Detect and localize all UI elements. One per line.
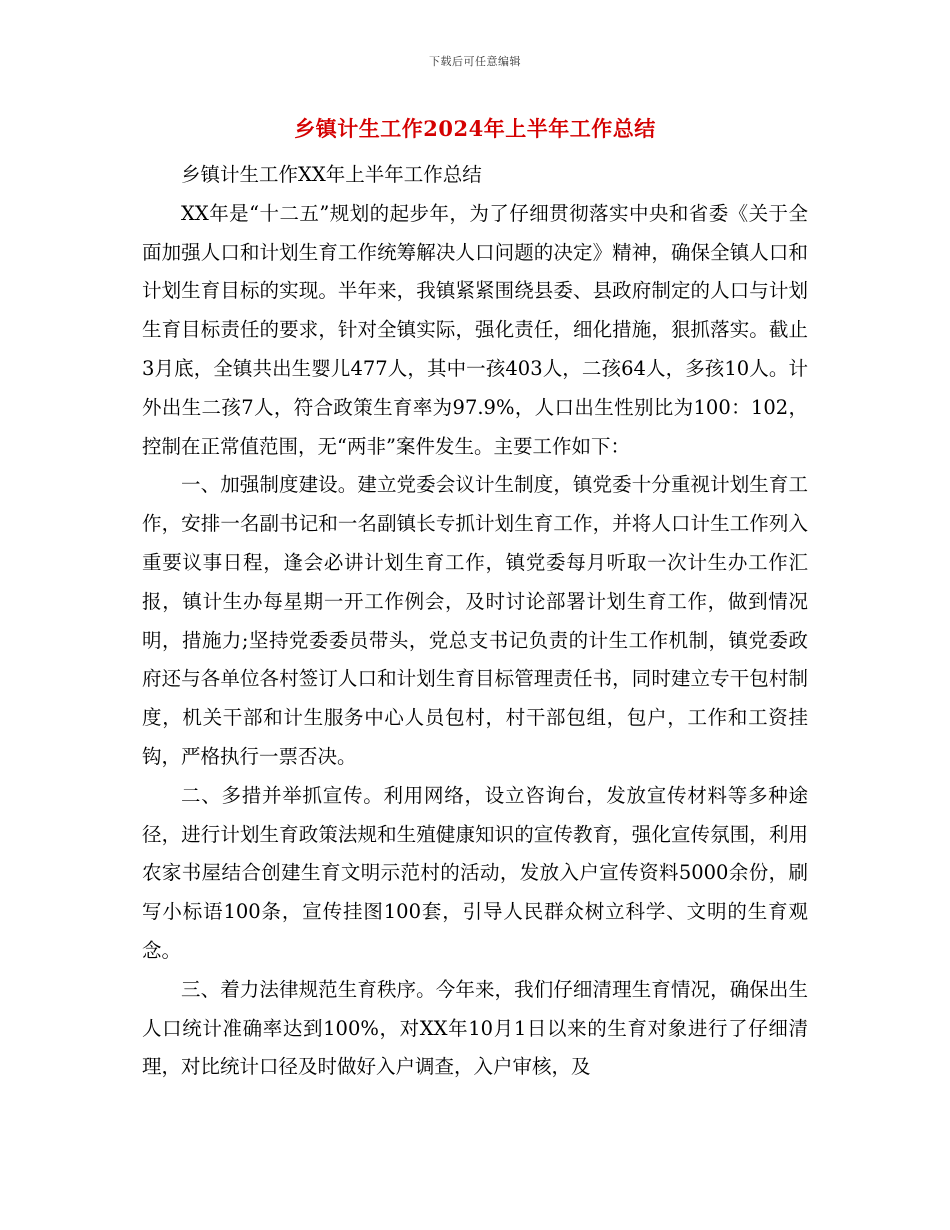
section-1-paragraph: 一、加强制度建设。建立党委会议计生制度，镇党委十分重视计划生育工作，安排一名副书记和一名副镇长专抓计划生育工作，并将人口计生工作列入重要议事日程，逢会必讲计划生育工作，镇党委每月听取一次计生办工作汇报，镇计生办每星期一开工作例会，及时讨论部署计划生育工作，做到情况明，措施力;坚持党委委员带头，党总支书记负责的计生工作机制，镇党委政府还与各单位各村签订人口和计划生育目标管理责任书，同时建立专干包村制度，机关干部和计生服务中心人员包村，村干部包组，包户，工作和工资挂钩，严格执行一票否决。 — [142, 473, 808, 768]
section-2-paragraph: 二、多措并举抓宣传。利用网络，设立咨询台，发放宣传材料等多种途径，进行计划生育政策法规和生殖健康知识的宣传教育，强化宣传氛围，利用农家书屋结合创建生育文明示范村的活动，发放入户宣传资料5000余份，刷写小标语100条，宣传挂图100套，引导人民群众树立科学、文明的生育观念。 — [142, 783, 808, 962]
document-body — [142, 156, 808, 1087]
document-title: 乡镇计生工作2024年上半年工作总结 — [294, 116, 656, 141]
page-header-note: 下载后可任意编辑 — [429, 55, 521, 68]
section-3-paragraph: 三、着力法律规范生育秩序。今年来，我们仔细清理生育情况，确保出生人口统计准确率达到100%，对XX年10月1日以来的生育对象进行了仔细清理，对比统计口径及时做好入户调查，入户审核，及 — [142, 977, 808, 1079]
intro-paragraph: XX年是“十二五”规划的起步年，为了仔细贯彻落实中央和省委《关于全面加强人口和计划生育工作统筹解决人口问题的决定》精神，确保全镇人口和计划生育目标的实现。半年来，我镇紧紧围绕县委、县政府制定的人口与计划生育目标责任的要求，针对全镇实际，强化责任，细化措施，狠抓落实。截止3月底，全镇共出生婴儿477人，其中一孩403人，二孩64人，多孩10人。计外出生二孩7人，符合政策生育率为97.9%，人口出生性别比为100：102，控制在正常值范围，无“两非”案件发生。主要工作如下： — [142, 201, 808, 458]
subtitle-paragraph: 乡镇计生工作XX年上半年工作总结 — [181, 163, 482, 186]
